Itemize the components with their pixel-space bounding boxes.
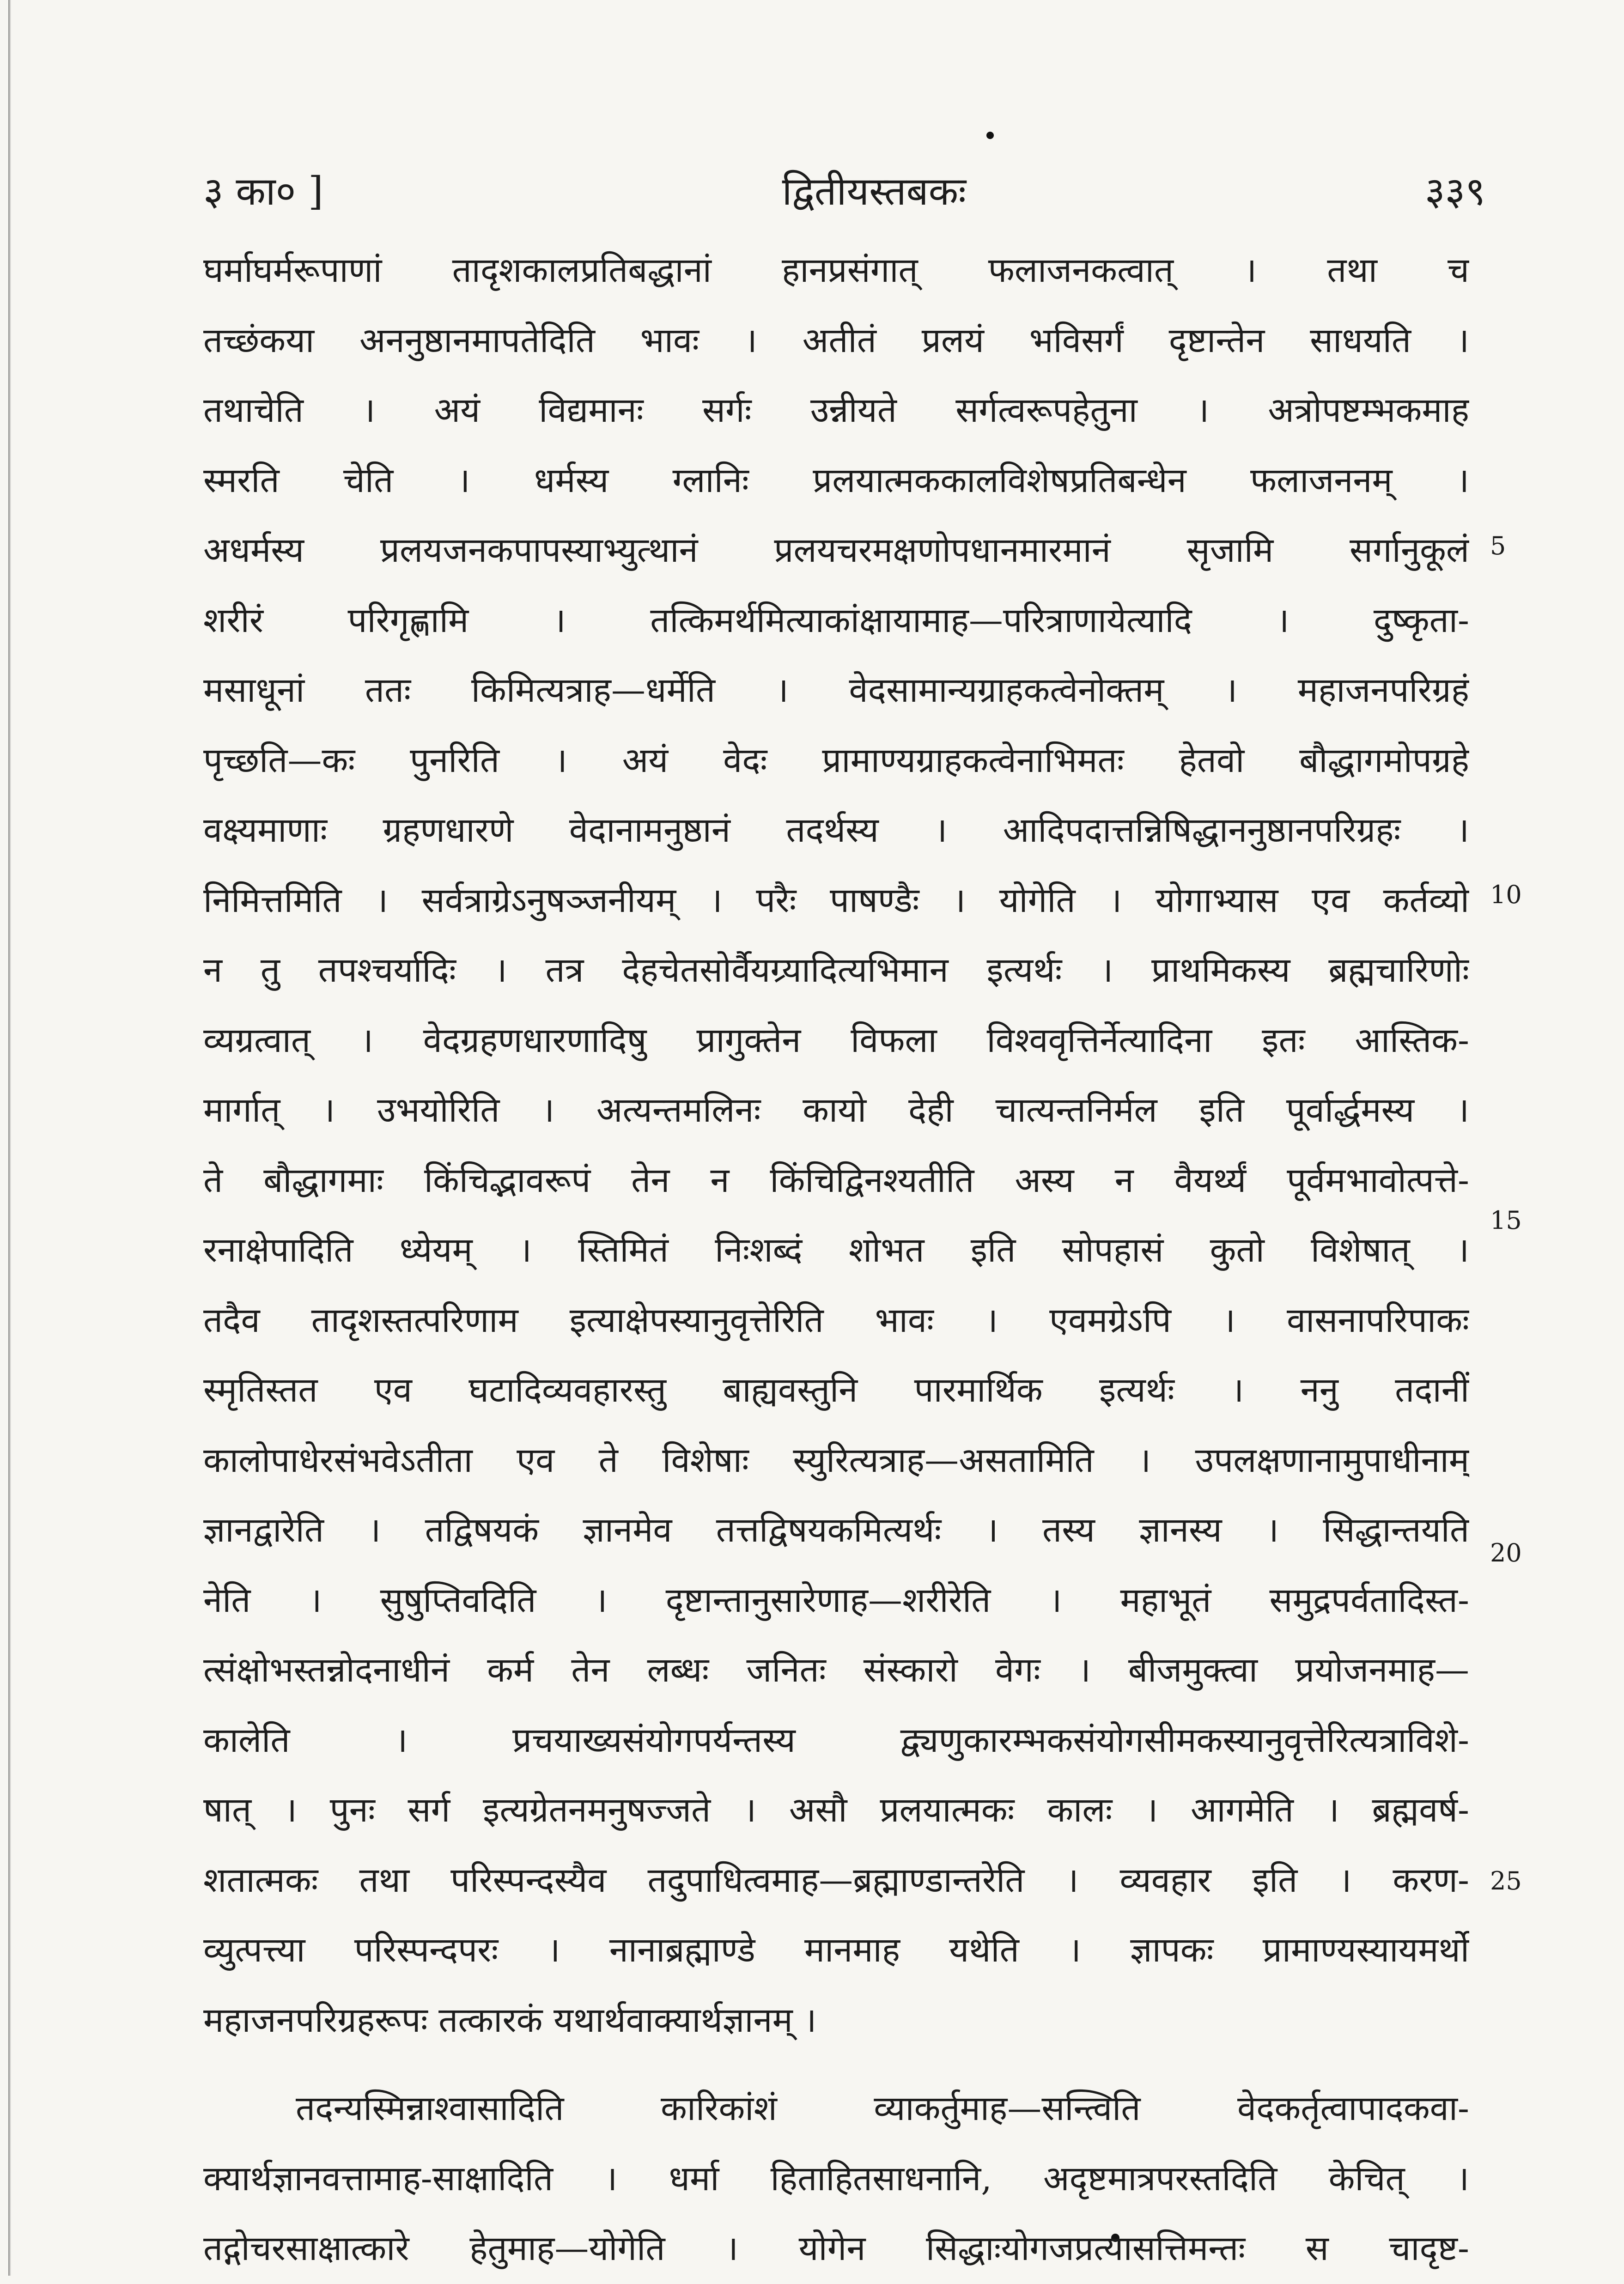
text-line: स्मरति चेति । धर्मस्य ग्लानिः प्रलयात्मककालविशेषप्रतिबन्धेन फलाजननम् । [203,460,1469,500]
text-line: कालेति । प्रचयाख्यसंयोगपर्यन्तस्य द्व्यणुकारम्भकसंयोगसीमकस्यानुवृत्तेरित्यत्राविशे- [203,1720,1469,1760]
ink-speck [986,132,994,139]
text-line: तथाचेति । अयं विद्यमानः सर्गः उन्नीयते सर्गत्वरूपहेतुना । अत्रोपष्टम्भकमाह [203,390,1469,430]
line-number: 5 [1490,531,1506,560]
text-line: स्मृतिस्तत एव घटादिव्यवहारस्तु बाह्यवस्तुनि पारमार्थिक इत्यर्थः । ननु तदानीं [203,1370,1469,1410]
text-line: शतात्मकः तथा परिस्पन्दस्यैव तदुपाधित्वमाह—ब्रह्माण्डान्तरेति । व्यवहार इति । करण- [203,1860,1469,1900]
text-line: मार्गात् । उभयोरिति । अत्यन्तमलिनः कायो देही चात्यन्तनिर्मल इति पूर्वार्द्धमस्य । [203,1090,1469,1130]
header-left: ३ का० ] [203,168,323,214]
header-title: द्वितीयस्तबकः [782,168,967,214]
text-line: तच्छंकया अननुष्ठानमापतेदिति भावः । अतीतं प्रलयं भविसर्गं दृष्टान्तेन साधयति । [203,320,1469,360]
text-line: शरीरं परिगृह्णामि । तत्किमर्थमित्याकांक्षायामाह—परित्राणायेत्यादि । दुष्कृता- [203,600,1469,640]
text-line: षात् । पुनः सर्ग इत्यग्रेतनमनुषज्जते । असौ प्रलयात्मकः कालः । आगमेति । ब्रह्मवर्ष- [203,1790,1469,1830]
line-number: 15 [1490,1206,1522,1235]
text-line: तदैव तादृशस्तत्परिणाम इत्याक्षेपस्यानुवृत्तेरिति भावः । एवमग्रेऽपि । वासनापरिपाकः [203,1300,1469,1340]
text-line: रनाक्षेपादिति ध्येयम् । स्तिमितं निःशब्दं शोभत इति सोपहासं कुतो विशेषात् । [203,1230,1469,1270]
text-line: क्यार्थज्ञानवत्तामाह-साक्षादिति । धर्मा हिताहितसाधनानि, अदृष्टमात्रपरस्तदिति केचित् । [203,2158,1469,2199]
text-line: पृच्छति—कः पुनरिति । अयं वेदः प्रामाण्यग्राहकत्वेनाभिमतः हेतवो बौद्धागमोपग्रहे [203,740,1469,780]
paragraph-start-line: तदन्यस्मिन्नाश्वासादिति कारिकांशं व्याकर्तुमाह—सन्त्विति वेदकर्तृत्वापादकवा- [296,2089,1469,2128]
text-line: तद्गोचरसाक्षात्कारे हेतुमाह—योगेति । योगेन सिद्धाःयोगजप्रत्यासत्तिमन्तः स चादृष्ट- [203,2229,1469,2268]
text-line: ते बौद्धागमाः किंचिद्भावरूपं तेन न किंचिद्विनश्यतीति अस्य न वैयर्थ्यं पूर्वमभावोत्पत्ते- [203,1160,1469,1200]
text-line: महाजनपरिग्रहरूपः तत्कारकं यथार्थवाक्यार्थज्ञानम् । [203,2000,817,2040]
text-line: न तु तपश्चर्यादिः । तत्र देहचेतसोर्वैयग्र्यादित्यभिमान इत्यर्थः । प्राथमिकस्य ब्रह्मचारिणोः [203,950,1469,990]
text-line: मसाधूनां ततः किमित्यत्राह—धर्मेति । वेदसामान्यग्राहकत्वेनोक्तम् । महाजनपरिग्रहं [203,670,1469,710]
line-number: 20 [1490,1538,1522,1567]
text-line: ज्ञानद्वारेति । तद्विषयकं ज्ञानमेव तत्तद्विषयकमित्यर्थः । तस्य ज्ञानस्य । सिद्धान्तयति [203,1510,1469,1550]
text-line: व्युत्पत्त्या परिस्पन्दपरः । नानाब्रह्माण्डे मानमाह यथेति । ज्ञापकः प्रामाण्यस्यायमर्थो [203,1930,1469,1970]
text-line: त्संक्षोभस्तन्नोदनाधीनं कर्म तेन लब्धः जनितः संस्कारो वेगः । बीजमुक्त्वा प्रयोजनमाह— [203,1650,1469,1690]
text-line: नेति । सुषुप्तिवदिति । दृष्टान्तानुसारेणाह—शरीरेति । महाभूतं समुद्रपर्वतादिस्त- [203,1580,1469,1620]
text-line: घर्माघर्मरूपाणां तादृशकालप्रतिबद्धानां हानप्रसंगात् फलाजनकत्वात् । तथा च [203,250,1469,290]
page-number: ३३९ [1424,168,1485,214]
running-header [203,162,1485,217]
commentary-text [203,236,1469,2284]
text-line: वक्ष्यमाणाः ग्रहणधारणे वेदानामनुष्ठानं तदर्थस्य । आदिपदात्तन्निषिद्धाननुष्ठानपरिग्रहः । [203,810,1469,850]
text-line: अधर्मस्य प्रलयजनकपापस्याभ्युत्थानं प्रलयचरमक्षणोपधानमारमानं सृजामि सर्गानुकूलं [203,530,1469,570]
text-line: व्यग्रत्वात् । वेदग्रहणधारणादिषु प्रागुक्तेन विफला विश्ववृत्तिर्नेत्यादिना इतः आस्तिक- [203,1020,1469,1060]
text-line: कालोपाधेरसंभवेऽतीता एव ते विशेषाः स्युरित्यत्राह—असतामिति । उपलक्षणानामुपाधीनाम् [203,1440,1469,1480]
text-line: निमित्तमिति । सर्वत्राग्रेऽनुषञ्जनीयम् । परैः पाषण्डैः । योगेति । योगाभ्यास एव कर्तव्यो [203,880,1469,920]
line-number: 25 [1490,1866,1522,1895]
line-number: 10 [1490,880,1522,909]
page-edge-shadow [8,0,11,2276]
